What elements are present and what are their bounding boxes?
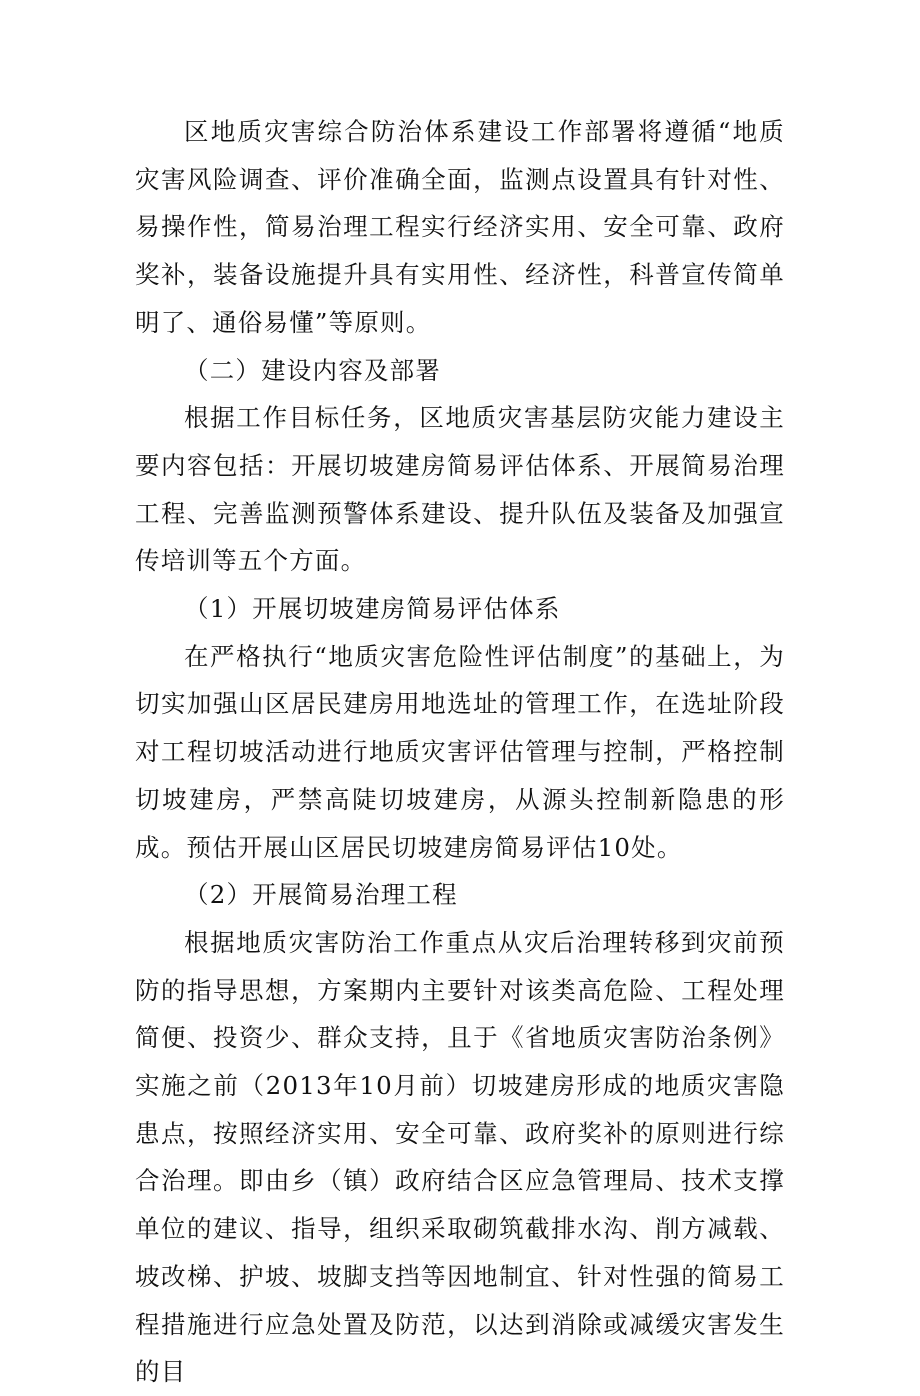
section-heading-construction: （二）建设内容及部署 (184, 355, 441, 385)
paragraph-principles: 区地质灾害综合防治体系建设工作部署将遵循“地质灾害风险调查、评价准确全面，监测点设置具有针对性、易操作性，简易治理工程实行经济实用、安全可靠、政府奖补，装备设施提升具有实用性、经济性，科普宣传简单明了、通俗易懂”等原则。 (135, 117, 785, 337)
paragraph-simple-treatment: 根据地质灾害防治工作重点从灾后治理转移到灾前预防的指导思想，方案期内主要针对该类高危险、工程处理简便、投资少、群众支持，且于《省地质灾害防治条例》实施之前（2013年10月前）切坡建房形成的地质灾害隐患点，按照经济实用、安全可靠、政府奖补的原则进行综合治理。即由乡（镇）政府结合区应急管理局、技术支撑单位的建议、指导，组织采取砌筑截排水沟、削方减载、坡改梯、护坡、坡脚支挡等因地制宜、针对性强的简易工程措施进行应急处置及防范，以达到消除或减缓灾害发生的目 (135, 927, 785, 1387)
paragraph-main-content: 根据工作目标任务，区地质灾害基层防灾能力建设主要内容包括：开展切坡建房简易评估体系、开展简易治理工程、完善监测预警体系建设、提升队伍及装备及加强宣传培训等五个方面。 (135, 403, 785, 576)
subsection-heading-simple-treatment: （2）开展简易治理工程 (184, 880, 458, 910)
subsection-heading-slope-assessment: （1）开展切坡建房简易评估体系 (184, 594, 561, 624)
paragraph-slope-assessment: 在严格执行“地质灾害危险性评估制度”的基础上，为切实加强山区居民建房用地选址的管理工作，在选址阶段对工程切坡活动进行地质灾害评估管理与控制，严格控制切坡建房，严禁高陡切坡建房，从源头控制新隐患的形成。预估开展山区居民切坡建房简易评估10处。 (135, 641, 785, 862)
document-body (135, 108, 785, 1396)
